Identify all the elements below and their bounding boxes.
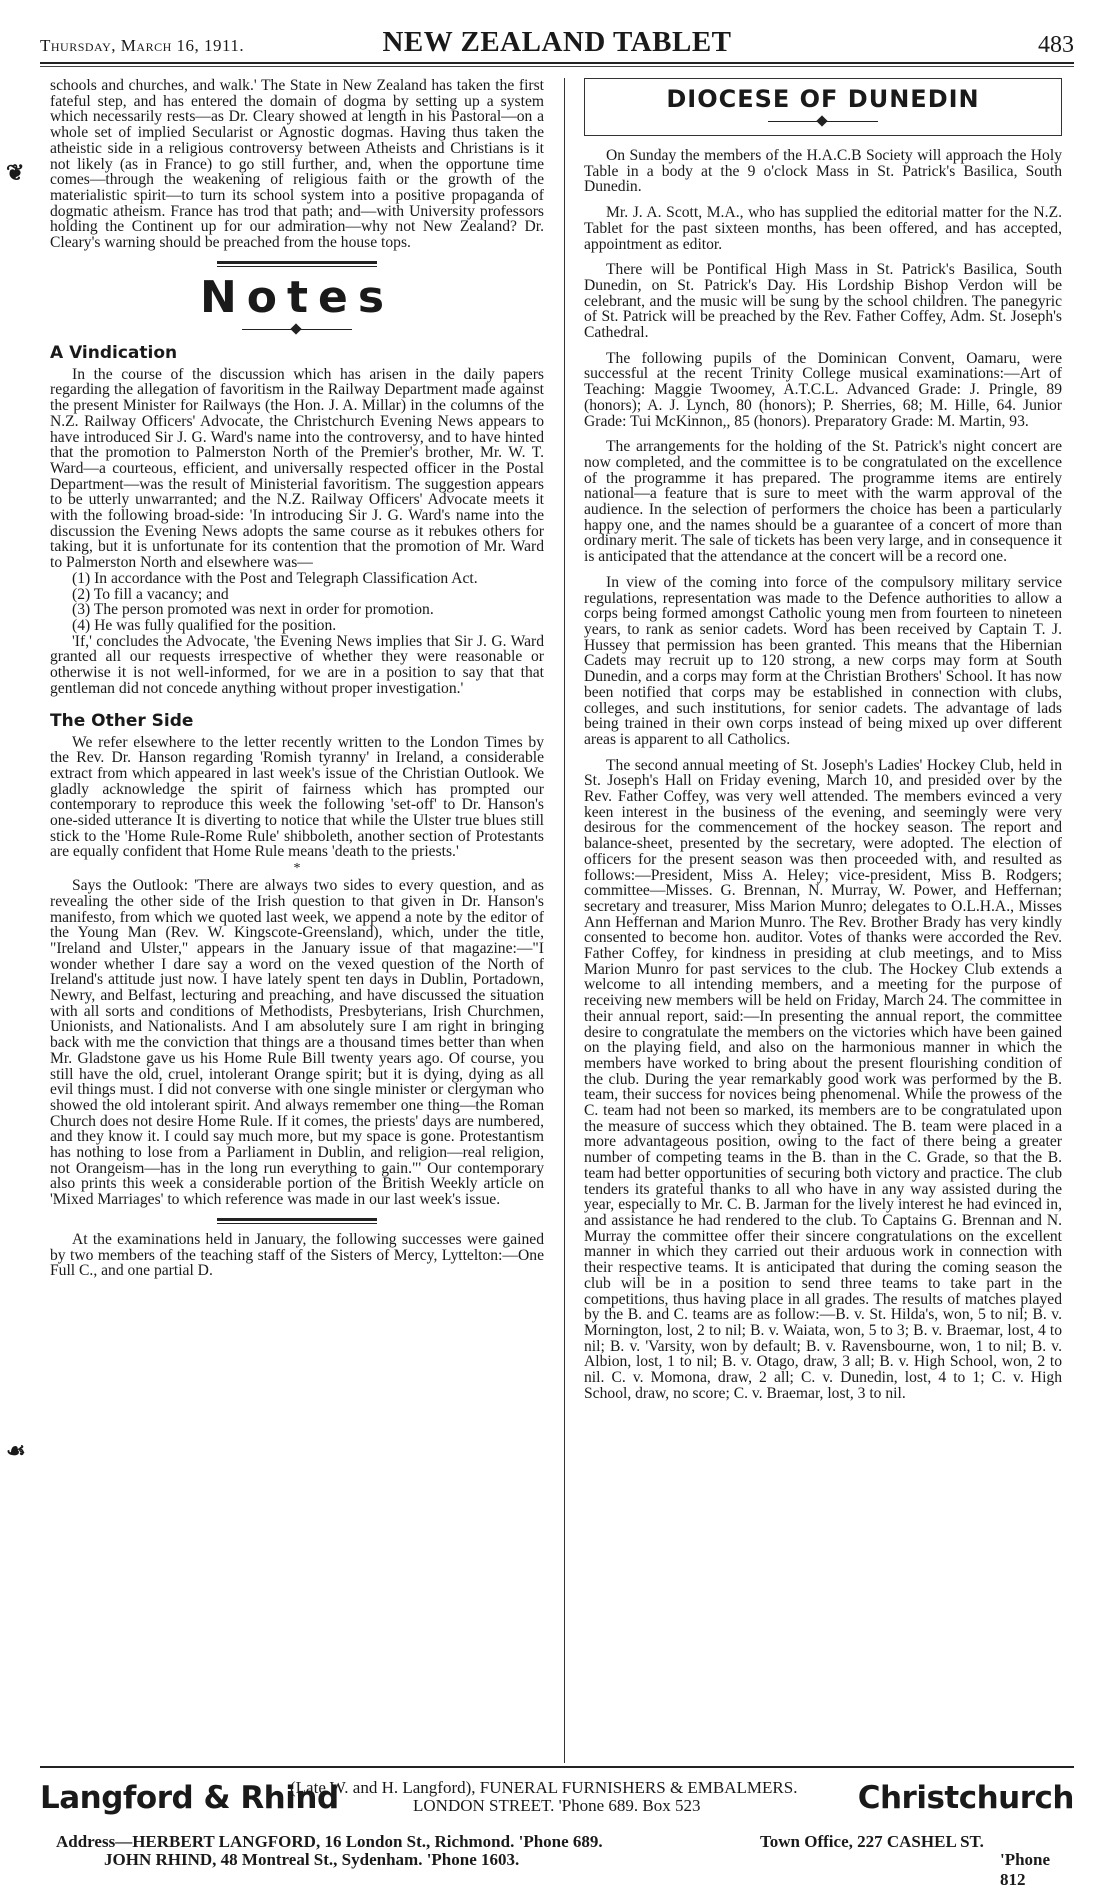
issue-date: Thursday, March 16, 1911. bbox=[40, 36, 245, 55]
paragraph: On Sunday the members of the H.A.C.B Society will approach the Holy Table in a body at the 9 o'clock Mass in St. Patrick's Basilica, South Dunedin. bbox=[584, 147, 1062, 196]
advert-town-office: Town Office, 227 CASHEL ST. bbox=[760, 1832, 984, 1851]
advert-rule bbox=[40, 1766, 1074, 1768]
paragraph: The arrangements for the holding of the St. Patrick's night concert are now completed, and the committee is to be congratulated on the excellence of the programme it has prepared. The programme items are entirely national—a feature that is sure to meet with the warm approval of the audience. In the selection of performers the choice has been a particularly happy one, and the names should be a guarantee of a concert of more than ordinary merit. The sale of tickets has been very large, and in consequence it is anticipated that the attendance at the concert will be a record one. bbox=[584, 438, 1062, 566]
paragraph: schools and churches, and walk.' The State in New Zealand has taken the first fateful step, and has entered the domain of dogma by setting up a system which necessarily rests—as Dr. Cleary showed at length in his Pastoral—on a whole set of implied Secularist or Agnostic dogmas. Having thus taken the atheistic side in a religious controversy between Atheists and Christians is it not likely (as in France) to go still further, and, when the opportune time comes—through the weakening of religious faith or the growth of the materialistic spirit—to turn its school system into a positive propaganda of dogmatic atheism. France has trod that path; and—with University professors holding the Continent up for our admiration—why not New Zealand? Dr. Cleary's warning should be preached from the house tops. bbox=[50, 77, 544, 252]
page-header bbox=[40, 22, 1074, 62]
paragraph: There will be Pontifical High Mass in St. Patrick's Basilica, South Dunedin, on St. Patrick's Day. His Lordship Bishop Verdon will be celebrant, and the music will be sung by the school children. The panegyric of St. Patrick will be preached by the Rev. Father Coffey, Adm. St. Joseph's Cathedral. bbox=[584, 261, 1062, 342]
section-rule bbox=[217, 1218, 377, 1221]
paragraph: Mr. J. A. Scott, M.A., who has supplied the editorial matter for the N.Z. Tablet for the past sixteen months, has been offered, and has accepted, appointment as editor. bbox=[584, 204, 1062, 253]
diocese-heading-box bbox=[584, 78, 1062, 136]
diocese-heading: DIOCESE OF DUNEDIN bbox=[666, 85, 980, 113]
section-rule-thin bbox=[217, 266, 377, 267]
column-divider bbox=[564, 78, 565, 1763]
paragraph: In view of the coming into force of the compulsory military service regulations, representation was made to the Defence authorities to allow a corps being formed amongst Catholic young men from fourteen to nineteen years, to rank as senior cadets. Word has been received by Captain T. J. Hussey that permission has been granted. This means that the Hibernian Cadets may recruit up to 120 strong, a new corps may form at South Dunedin, and a corps may form at the Christian Brothers' School. It has now been notified that corps may be established in connection with clubs, colleges, and such institutions, for senior cadets. The advantage of lads being trained in their own corps instead of being mixed up over different areas is apparent to all Catholics. bbox=[584, 573, 1062, 748]
left-column bbox=[50, 78, 544, 1279]
advert-detail-line: (Late W. and H. Langford), FUNERAL FURNISHERS & EMBALMERS. bbox=[290, 1778, 798, 1797]
separator-asterisk: * bbox=[293, 861, 301, 877]
header-rule bbox=[40, 62, 1074, 64]
advert-city: Christchurch bbox=[857, 1780, 1074, 1816]
paragraph: In the course of the discussion which has arisen in the daily papers regarding the allegation of favoritism in the Railway Department made against the present Minister for Railways (the Hon. J. A. Millar) in the columns of the N.Z. Railway Officers' Advocate, the Christchurch Evening News appears to have introduced Sir J. G. Ward's name into the controversy, and to have hinted that the promotion to Palmerston North of the Premier's brother, Mr. W. T. Ward—a courteous, efficient, and universally respected officer in the Postal Department—was the result of Ministerial favoritism. The suggestion appears to be utterly unwarranted; and the N.Z. Railway Officers' Advocate meets it with the following broad-side: 'In introducing Sir J. G. Ward's name into the discussion the Evening News adopts the same course as it rebukes others for taking, but it is unfortunate for its contention that the promotion of Mr. Ward to Palmerston North and elsewhere was— bbox=[50, 365, 544, 572]
advertisement bbox=[40, 1772, 1074, 1889]
header-rule-thin bbox=[40, 66, 1074, 67]
margin-hand-mark: ☙ bbox=[6, 1438, 26, 1463]
paragraph: At the examinations held in January, the following successes were gained by two members of the teaching staff of the Sisters of Mercy, Lyttelton:—One Full C., and one partial D. bbox=[50, 1230, 544, 1280]
list-item: (3) The person promoted was next in order for promotion. bbox=[72, 601, 434, 619]
page-number: 483 bbox=[1038, 32, 1074, 58]
paragraph: We refer elsewhere to the letter recently written to the London Times by the Rev. Dr. Hanson regarding 'Romish tyranny' in Ireland, a considerable extract from which appeared in last week's issue of the Christian Outlook. We gladly acknowledge the spirit of fairness which has prompted our contemporary to reproduce this week the following 'set-off' to Dr. Hanson's one-sided utterance It is diverting to notice that while the Ulster true blues still stick to the 'Home Rule-Rome Rule' shibboleth, another section of Protestants are equally confident that Home Rule means 'death to the priests.' bbox=[50, 733, 544, 861]
paragraph: The second annual meeting of St. Joseph's Ladies' Hockey Club, held in St. Joseph's Hall on Friday evening, March 10, and presided over by the Rev. Father Coffey, was very well attended. The members evinced a very keen interest in the business of the evening, and seemingly were very desirous for the commencement of the hockey season. The report and balance-sheet, presented by the secretary, were adopted. The election of officers for the present season was then proceeded with, and resulted as follows:—President, Miss A. Heley; vice-president, Miss B. Rodgers; committee—Misses. G. Brennan, N. Murray, W. Power, and Heffernan; secretary and treasurer, Miss Marion Munro; delegates to O.L.H.A., Misses Ann Heffernan and Marion Munro. The Rev. Brother Brady has very kindly consented to become hon. auditor. Votes of thanks were accorded the Rev. Father Coffey, for kindness in presiding at club meetings, and to Miss Marion Munro for past services to the club. The Hockey Club extends a welcome to all intending members, and a meeting for the purpose of receiving new members will be held on Friday, March 24. The committee in their annual report, said:—In presenting the annual report, the committee desire to congratulate the members on the victories which have been gained on the playing field, and also on the harmonious manner in which the members have worked to bring about the present flourishing condition of the club. During the year remarkably good work was performed by the B. team, their success for novices being phenomenal. While the prowess of the C. team had not been so marked, its members are to be congratulated upon the measure of success which they obtained. The B. team were placed in a more advantageous position, owing to the fact of there being a greater number of competing teams in the B. than in the C. Grade, so that the B. team had better opportunities of securing both victory and practice. The club tenders its grateful thanks to all who have in any way assisted during the year, especially to Mr. C. B. Jarman for the lively interest he had evinced in, and assistance he had rendered to the club. To Captains G. Brennan and N. Murray the committee offer their sincere congratulations on the excellent manner in which they carried out their arduous work in connection with their respective teams. It is anticipated that during the coming season the club will be in a position to send three teams to take part in the competitions, thus having place in all grades. The results of matches played by the B. and C. teams are as follow:—B. v. St. Hilda's, won, 5 to nil; B. v. Mornington, lost, 2 to nil; B. v. Waiata, won, 5 to 3; B. v. Braemar, lost, 4 to nil; B. v. 'Varsity, won by default; B. v. Ravensbourne, won, 1 to nil; B. v. Albion, lost, 1 to nil; B. v. Otago, draw, 3 all; B. v. High School, won, 2 to nil. C. v. Momona, draw, 2 all; C. v. Dunedin, lost, 4 to 1; C. v. High School, draw, no score; C. v. Braemar, lost, 3 to nil. bbox=[584, 756, 1062, 1402]
advert-address: Address—HERBERT LANGFORD, 16 London St., Richmond. 'Phone 689. bbox=[56, 1832, 603, 1851]
list-item: (1) In accordance with the Post and Telegraph Classification Act. bbox=[72, 569, 478, 587]
margin-hand-mark: ❦ bbox=[6, 160, 25, 185]
masthead-title: NEW ZEALAND TABLET bbox=[382, 26, 732, 58]
advert-address: JOHN RHIND, 48 Montreal St., Sydenham. 'Phone 1603. bbox=[104, 1850, 520, 1869]
section-rule-thin bbox=[217, 1223, 377, 1224]
list-item: (2) To fill a vacancy; and bbox=[72, 585, 229, 603]
paragraph: Says the Outlook: 'There are always two sides to every question, and as revealing the other side of the Irish question to that given in Dr. Hanson's manifesto, from which we quoted last week, we append a note by the editor of the Young Man (Rev. W. Kingscote-Greensland), which, under the title, "Ireland and Ulster," appears in the January issue of that magazine:—"I wonder whether I dare say a word on the vexed question of the North of Ireland's attitude just now. I have lately spent ten days in Dublin, Portadown, Newry, and Belfast, lecturing and preaching, and have discussed the situation with all sorts and conditions of Methodists, Presbyterians, Irish Churchmen, Unionists, and Nationalists. And I am absolutely sure I am right in bringing back with me the conviction that things are a thousand times better than when Mr. Gladstone gave us his Home Rule Bill twenty years ago. Of course, you still have the old, cruel, intolerant Orange spirit; but it is dying, dying as all evil things must. I did not converse with one single minister or clergyman who showed the old intolerant spirit. And always remember one thing—the Roman Church does not desire Home Rule. If it comes, the priests' days are numbered, and they know it. I could say much more, but my space is gone. Protestantism has nothing to lose from a Parliament in Dublin, and religion—real religion, not Orangeism—has in the long run everything to gain."' Our contemporary also prints this week a considerable portion of the British Weekly article on 'Mixed Marriages' to which reference was made in our last week's issue. bbox=[50, 877, 544, 1209]
ornament-divider bbox=[768, 117, 878, 127]
subheading-other-side: The Other Side bbox=[50, 710, 194, 731]
subheading-vindication: A Vindication bbox=[50, 342, 178, 363]
section-rule bbox=[217, 261, 377, 264]
advert-firm-name: Langford & Rhind bbox=[40, 1780, 339, 1816]
ornament-divider bbox=[242, 325, 352, 335]
notes-heading: Notes bbox=[199, 271, 395, 323]
advert-detail-line: LONDON STREET. 'Phone 689. Box 523 bbox=[413, 1796, 701, 1815]
list-item: (4) He was fully qualified for the position. bbox=[72, 616, 337, 634]
paragraph: 'If,' concludes the Advocate, 'the Evening News implies that Sir J. G. Ward granted all our requests irrespective of whether they were reasonable or otherwise it is not well-informed, for we are in a position to say that that gentleman did not concede anything without proper investigation.' bbox=[50, 632, 544, 697]
paragraph: The following pupils of the Dominican Convent, Oamaru, were successful at the recent Trinity College musical examinations:—Art of Teaching: Maggie Twoomey, A.T.C.L. Advanced Grade: J. Pringle, 89 (honors); A. J. Lynch, 80 (honors); P. Sherries, 68; M. Hille, 64. Junior Grade: Tui McKinnon,, 85 (honors). Preparatory Grade: M. Martin, 93. bbox=[584, 349, 1062, 430]
right-column bbox=[584, 78, 1062, 1401]
advert-town-phone: 'Phone 812 bbox=[1000, 1850, 1051, 1889]
